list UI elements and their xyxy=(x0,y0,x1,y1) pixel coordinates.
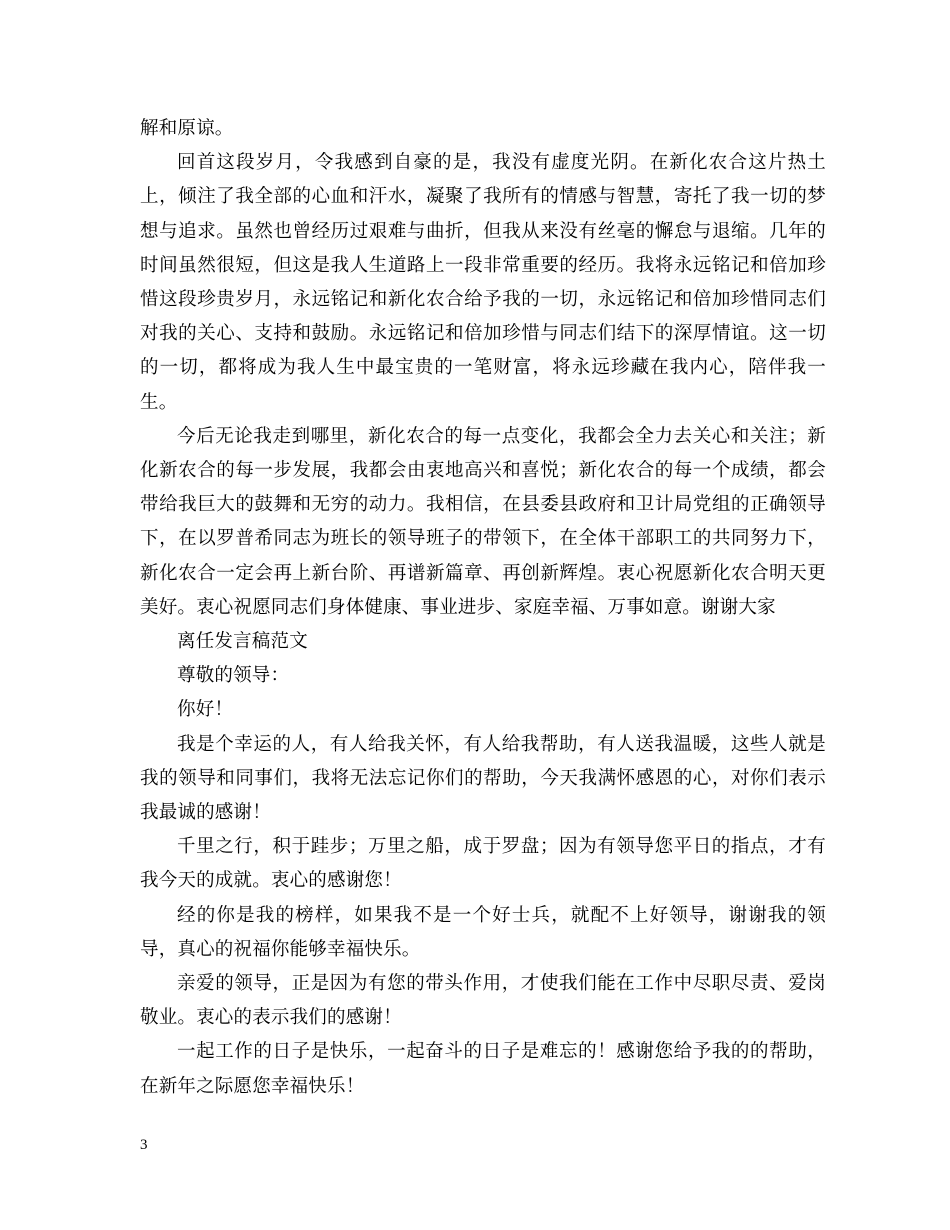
paragraph-11: 一起工作的日子是快乐，一起奋斗的日子是难忘的！感谢您给予我的的帮助，在新年之际愿您幸福快乐！ xyxy=(140,1041,826,1097)
paragraph-9: 经的你是我的榜样，如果我不是一个好士兵，就配不上好领导，谢谢我的领导，真心的祝福你能够幸福快乐。 xyxy=(140,904,826,960)
paragraph-7: 我是个幸运的人，有人给我关怀，有人给我帮助，有人送我温暖，这些人就是我的领导和同事们，我将无法忘记你们的帮助，今天我满怀感恩的心，对你们表示我最诚的感谢！ xyxy=(140,733,826,824)
paragraph-10: 亲爱的领导，正是因为有您的带头作用，才使我们能在工作中尽职尽责、爱岗敬业。衷心的表示我们的感谢！ xyxy=(140,973,826,1029)
paragraph-3: 今后无论我走到哪里，新化农合的每一点变化，我都会全力去关心和关注；新化新农合的每一步发展，我都会由衷地高兴和喜悦；新化农合的每一个成绩，都会带给我巨大的鼓舞和无穷的动力。我相信，在县委县政府和卫计局党组的正确领导下，在以罗普希同志为班长的领导班子的带领下，在全体干部职工的共同努力下，新化农合一定会再上新台阶、再谱新篇章、再创新辉煌。衷心祝愿新化农合明天更美好。衷心祝愿同志们身体健康、事业进步、家庭幸福、万事如意。谢谢大家 xyxy=(140,425,826,618)
salutation: 尊敬的领导： xyxy=(177,665,290,687)
page-number: 3 xyxy=(140,1137,148,1153)
greeting: 你好！ xyxy=(177,699,234,721)
document-page xyxy=(140,112,826,1104)
paragraph-2: 回首这段岁月，令我感到自豪的是，我没有虚度光阴。在新化农合这片热土上，倾注了我全部的心血和汗水，凝聚了我所有的情感与智慧，寄托了我一切的梦想与追求。虽然也曾经历过艰难与曲折，但我从来没有丝毫的懈怠与退缩。几年的时间虽然很短，但这是我人生道路上一段非常重要的经历。我将永远铭记和倍加珍惜这段珍贵岁月，永远铭记和新化农合给予我的一切，永远铭记和倍加珍惜同志们对我的关心、支持和鼓励。永远铭记和倍加珍惜与同志们结下的深厚情谊。这一切的一切，都将成为我人生中最宝贵的一笔财富，将永远珍藏在我内心，陪伴我一生。 xyxy=(140,152,826,413)
paragraph-8: 千里之行，积于跬步；万里之船，成于罗盘；因为有领导您平日的指点，才有我今天的成就。衷心的感谢您！ xyxy=(140,836,826,892)
paragraph-1: 解和原谅。 xyxy=(140,118,234,139)
section-title: 离任发言稿范文 xyxy=(177,631,308,653)
